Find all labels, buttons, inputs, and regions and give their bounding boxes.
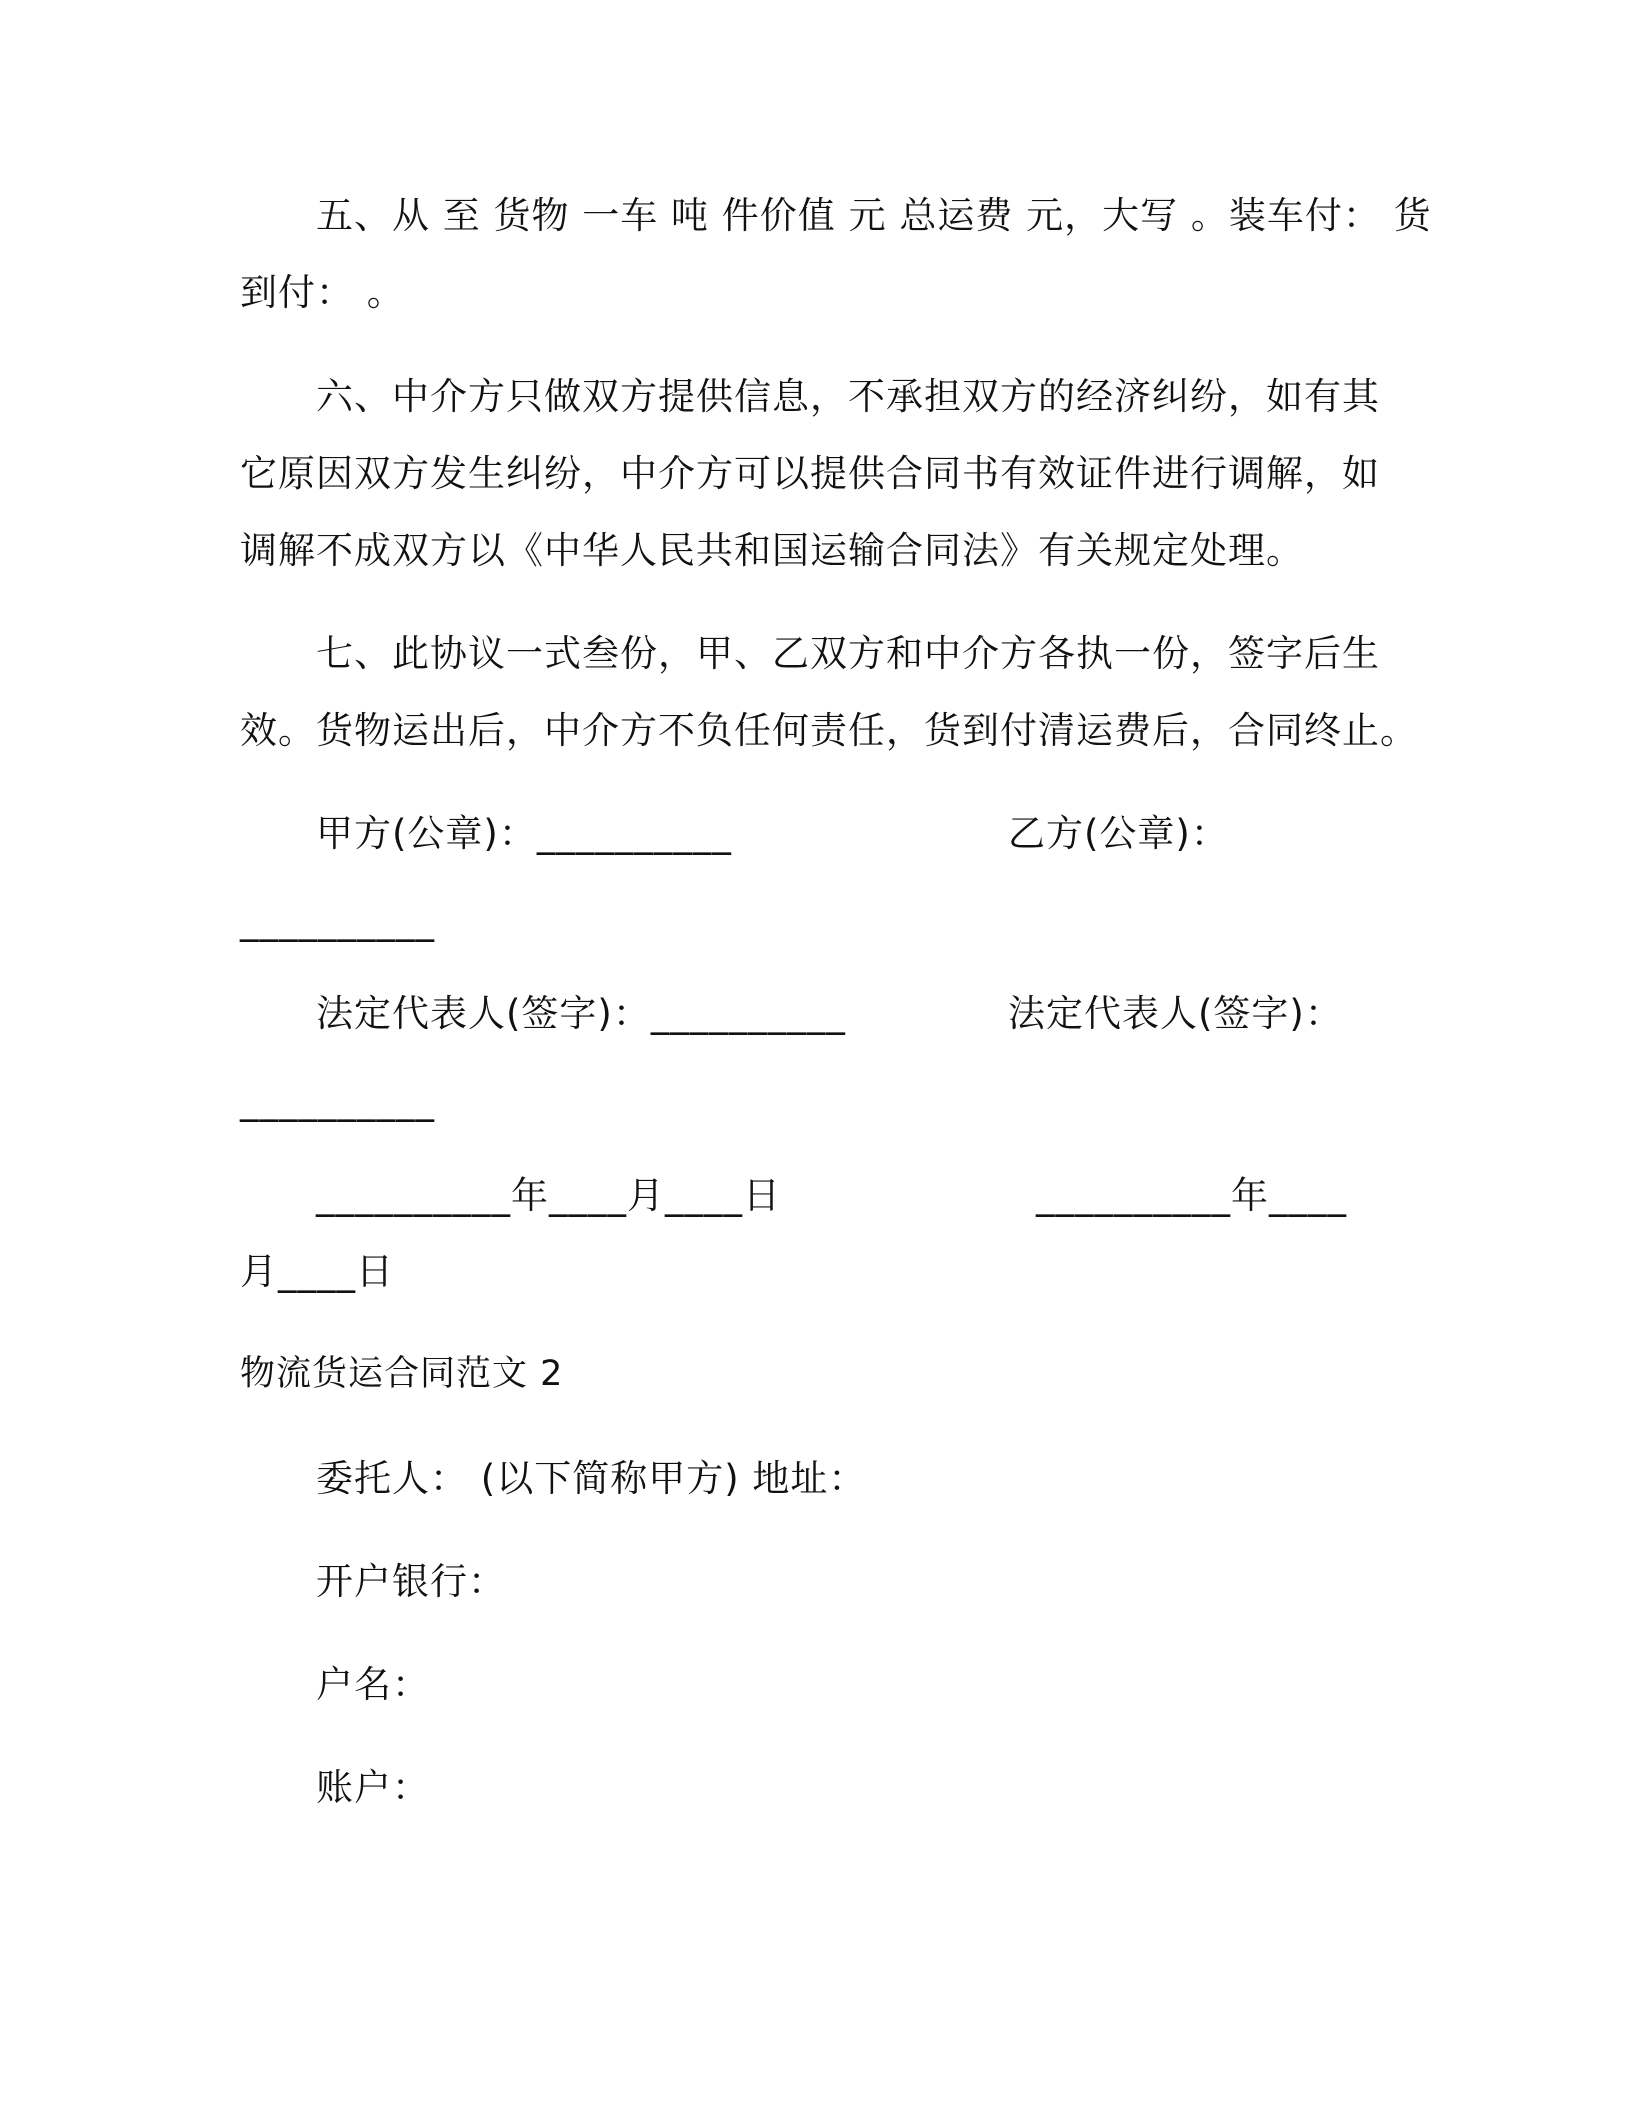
clause-7-line-2: 效。货物运出后，中介方不负任何责任，货到付清运费后，合同终止。 <box>240 709 1418 752</box>
rep-b-signature-blank: __________ <box>240 1079 435 1122</box>
rep-a-signature-field: 法定代表人(签字)：__________ <box>316 992 846 1035</box>
date-b-field-cont: 月____日 <box>240 1250 394 1293</box>
party-b-seal-blank: __________ <box>240 899 435 942</box>
consignor-field: 委托人： (以下简称甲方) 地址： <box>316 1457 867 1500</box>
clause-6-line-2: 它原因双方发生纠纷，中介方可以提供合同书有效证件进行调解，如 <box>240 452 1380 495</box>
section-2-title: 物流货运合同范文 2 <box>240 1354 564 1394</box>
clause-5-line-1: 五、从 至 货物 一车 吨 件价值 元 总运费 元，大写 。装车付： 货 <box>316 194 1432 237</box>
party-b-seal-field: 乙方(公章)： <box>1008 812 1229 855</box>
clause-6-line-3: 调解不成双方以《中华人民共和国运输合同法》有关规定处理。 <box>240 529 1304 572</box>
clause-5-line-2: 到付： 。 <box>240 271 405 314</box>
clause-7-line-1: 七、此协议一式叁份，甲、乙双方和中介方各执一份，签字后生 <box>316 632 1380 675</box>
account-name-field: 户名： <box>316 1663 430 1706</box>
rep-b-signature-field: 法定代表人(签字)： <box>1008 992 1343 1035</box>
party-a-seal-field: 甲方(公章)：__________ <box>316 812 732 855</box>
account-number-field: 账户： <box>316 1766 430 1809</box>
date-b-field: __________年____ <box>1036 1174 1347 1217</box>
date-a-field: __________年____月____日 <box>316 1174 781 1217</box>
clause-6-line-1: 六、中介方只做双方提供信息，不承担双方的经济纠纷，如有其 <box>316 375 1380 418</box>
bank-field: 开户银行： <box>316 1560 506 1603</box>
